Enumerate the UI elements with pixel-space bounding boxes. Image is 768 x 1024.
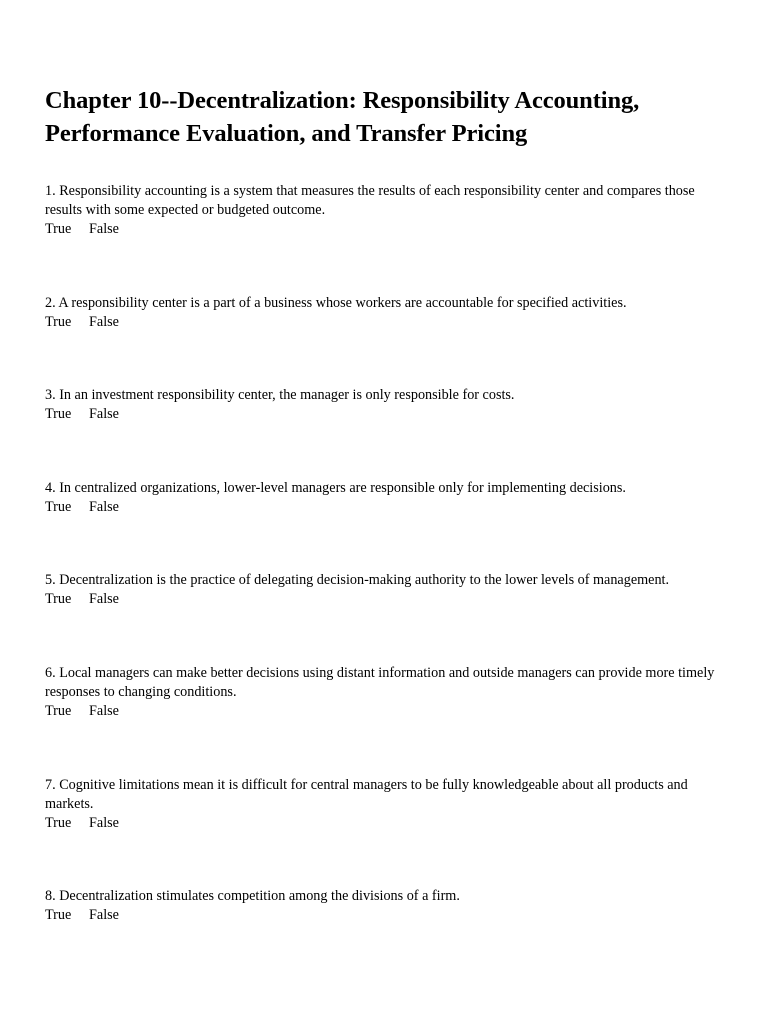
option-false[interactable]: False xyxy=(89,406,119,422)
option-false[interactable]: False xyxy=(89,499,119,515)
question-4 xyxy=(45,479,735,517)
question-text: 7. Cognitive limitations mean it is difficult for central managers to be fully knowledgeable about all products and markets. xyxy=(45,777,688,812)
question-text: 3. In an investment responsibility center, the manager is only responsible for costs. xyxy=(45,387,515,403)
answer-options xyxy=(45,313,735,332)
question-text: 5. Decentralization is the practice of delegating decision-making authority to the lower levels of management. xyxy=(45,572,670,588)
question-text: 6. Local managers can make better decisions using distant information and outside managers can provide more timely responses to changing conditions. xyxy=(45,665,715,700)
question-6 xyxy=(45,664,735,721)
option-false[interactable]: False xyxy=(89,591,119,607)
option-true[interactable]: True xyxy=(45,907,72,923)
answer-options xyxy=(45,702,735,721)
answer-options xyxy=(45,814,735,833)
answer-options xyxy=(45,906,735,925)
answer-options xyxy=(45,220,735,239)
answer-options xyxy=(45,498,735,517)
option-true[interactable]: True xyxy=(45,221,72,237)
question-5 xyxy=(45,571,735,609)
option-true[interactable]: True xyxy=(45,406,72,422)
option-true[interactable]: True xyxy=(45,815,72,831)
option-true[interactable]: True xyxy=(45,591,72,607)
question-8 xyxy=(45,887,735,925)
question-3 xyxy=(45,386,735,424)
question-text: 2. A responsibility center is a part of a business whose workers are accountable for specified activities. xyxy=(45,295,627,311)
option-false[interactable]: False xyxy=(89,815,119,831)
option-false[interactable]: False xyxy=(89,907,119,923)
option-true[interactable]: True xyxy=(45,314,72,330)
question-text: 4. In centralized organizations, lower-level managers are responsible only for implementing decisions. xyxy=(45,480,626,496)
option-false[interactable]: False xyxy=(89,703,119,719)
question-text: 8. Decentralization stimulates competition among the divisions of a firm. xyxy=(45,888,460,904)
option-false[interactable]: False xyxy=(89,314,119,330)
option-true[interactable]: True xyxy=(45,703,72,719)
question-2 xyxy=(45,294,735,332)
chapter-title: Chapter 10--Decentralization: Responsibility Accounting, Performance Evaluation, and Transfer Pricing xyxy=(45,87,640,147)
question-text: 1. Responsibility accounting is a system that measures the results of each responsibility center and compares those results with some expected or budgeted outcome. xyxy=(45,183,695,218)
question-7 xyxy=(45,776,735,833)
option-false[interactable]: False xyxy=(89,221,119,237)
question-1 xyxy=(45,182,735,239)
answer-options xyxy=(45,405,735,424)
answer-options xyxy=(45,590,735,609)
option-true[interactable]: True xyxy=(45,499,72,515)
